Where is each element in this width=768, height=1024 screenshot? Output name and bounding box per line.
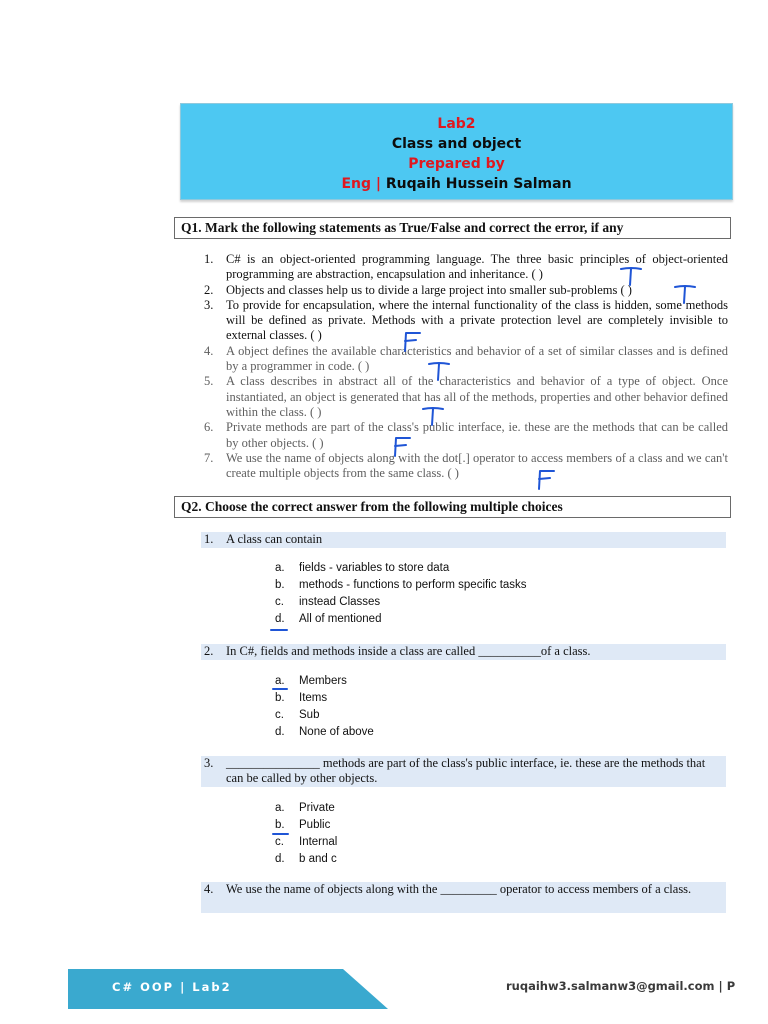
option-item: a. Members [275, 675, 347, 687]
q2-question-2: 2. In C#, fields and methods inside a class are called __________of a class. [201, 644, 726, 660]
separator: | [375, 176, 381, 192]
q1-header: Q1. Mark the following statements as True/False and correct the error, if any [174, 217, 731, 239]
option-item: d. All of mentioned [275, 613, 382, 625]
handwritten-glyph [388, 435, 414, 457]
q1-item: 4. A object defines the available characteristics and behavior of a set of similar classes and is defined by a programmer in code. ( ) [204, 343, 728, 374]
handwritten-f-mark [395, 438, 410, 456]
handwritten-answer-7 [532, 468, 558, 490]
handwritten-answer-1 [618, 265, 644, 287]
option-item: b. methods - functions to perform specific tasks [275, 579, 527, 591]
handwritten-f-mark [539, 471, 554, 489]
author-line [181, 176, 732, 192]
author-name: Ruqaih Hussein Salman [385, 176, 572, 192]
handwritten-answer-5 [420, 405, 446, 427]
option-item: b. Items [275, 692, 328, 704]
handwritten-answer-6 [388, 435, 414, 457]
handwritten-glyph [532, 468, 558, 490]
handwritten-answer-3 [398, 330, 424, 352]
q1-item: 3. To provide for encapsulation, where the internal functionality of the class is hidden, some methods will be defined as private. Methods with a private protection level are completely invisible to external classes. ( ) [204, 297, 728, 343]
title-box [180, 103, 733, 200]
handwritten-t-mark [675, 286, 695, 303]
handwritten-answer-4 [426, 360, 452, 382]
q2-question-4: 4. We use the name of objects along with the _________ operator to access members of a class. [201, 882, 726, 913]
handwritten-glyph [618, 265, 644, 287]
q2-header: Q2. Choose the correct answer from the following multiple choices [174, 496, 731, 518]
handwritten-t-mark [429, 363, 449, 380]
q2-question-1: 1. A class can contain [201, 532, 726, 548]
handwritten-answer-2 [672, 283, 698, 305]
q1-item: 2. Objects and classes help us to divide a large project into smaller sub-problems ( ) [204, 282, 632, 297]
q2-question-3: 3. _______________ methods are part of the class's public interface, ie. these are the methods that can be called by other objects. [201, 756, 726, 787]
prepared-by-label: Prepared by [408, 156, 505, 172]
option-item: c. Sub [275, 709, 320, 721]
option-item: a. Private [275, 802, 335, 814]
option-item: a. fields - variables to store data [275, 562, 450, 574]
lab-title: Lab2 [437, 116, 476, 132]
handwritten-glyph [426, 360, 452, 382]
q1-item: 7. We use the name of objects along with the dot[.] operator to access members of a class and we can't create multiple objects from the same class. ( ) [204, 450, 728, 481]
handwritten-t-mark [621, 268, 641, 285]
answer-underline [272, 688, 288, 690]
eng-label: Eng [341, 176, 371, 192]
document-subtitle: Class and object [391, 136, 522, 152]
option-item: d. b and c [275, 853, 337, 865]
q1-item: 1. C# is an object-oriented programming language. The three basic principles of object-oriented programming are abstraction, encapsulation and inheritance. ( ) [204, 252, 728, 282]
option-item: c. Internal [275, 836, 338, 848]
q2-options-2 [275, 673, 374, 741]
footer-email: ruqaihw3.salmanw3@gmail.com | P [506, 979, 736, 993]
handwritten-f-mark [405, 333, 420, 351]
q2-options-1 [275, 560, 527, 628]
q1-item: 5. A class describes in abstract all of the characteristics and behavior of a type of object. Once instantiated, an object is generated that has all of the methods, properties and other behavior defined within the class. ( ) [204, 374, 728, 419]
answer-underline [270, 629, 288, 631]
q1-list [204, 252, 728, 481]
option-item: c. instead Classes [275, 596, 381, 608]
footer-course-label: C# OOP | Lab2 [112, 980, 232, 994]
option-item: d. None of above [275, 726, 374, 738]
handwritten-glyph [672, 283, 698, 305]
answer-underline [272, 833, 289, 835]
q1-item: 6. Private methods are part of the class's public interface, ie. these are the methods that can be called by other objects. ( ) [204, 420, 728, 450]
handwritten-t-mark [423, 408, 443, 425]
option-item: b. Public [275, 819, 331, 831]
handwritten-glyph [398, 330, 424, 352]
handwritten-glyph [420, 405, 446, 427]
